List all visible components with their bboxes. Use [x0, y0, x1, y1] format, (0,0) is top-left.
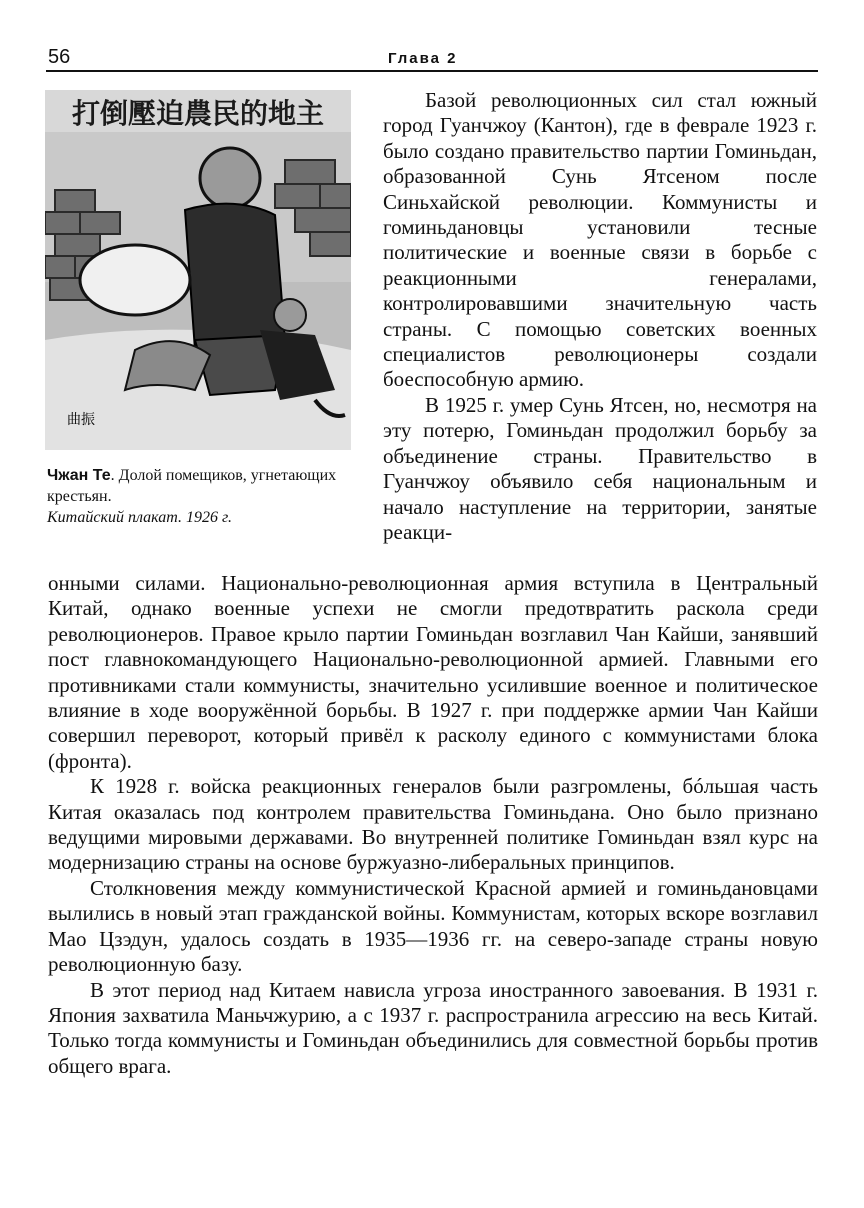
- poster-illustration: [45, 90, 351, 450]
- page-number: 56: [48, 46, 71, 68]
- header-rule: [46, 70, 818, 72]
- paragraph-5: В этот период над Китаем нависла угроза иностранного завоевания. В 1931 г. Япония захватила Маньчжурию, а с 1937 г. распространила агрессию на весь Китай. Только тогда коммунисты и Гоминьдан объединились для совместной борьбы против общего врага.: [48, 977, 818, 1078]
- body-text-wide: [48, 571, 818, 1079]
- caption-source: Китайский плакат. 1926 г.: [47, 509, 232, 526]
- body-text-narrow: [383, 88, 817, 545]
- caption-text: . Долой помещиков, угнетающих крестьян.: [47, 467, 337, 505]
- paragraph-1: Базой революционных сил стал южный город Гуанчжоу (Кантон), где в феврале 1923 г. было создано правительство партии Гоминьдан, образованной Сунь Ятсеном после Синьхайской революции. Коммунисты и гоминьдановцы установили тесные политические и военные связи в борьбе с реакционными генералами, контролировавшими значительную часть страны. С помощью советских военных специалистов революционеры создали боеспособную армию.: [383, 88, 817, 392]
- paragraph-3: К 1928 г. войска реакционных генералов были разгромлены, бóльшая часть Китая оказалась под контролем правительства Гоминьдана. Оно было признано ведущими мировыми державами. Во внутренней политике Гоминьдан взял курс на модернизацию страны на основе буржуазно-либеральных принципов.: [48, 774, 818, 875]
- paragraph-4: Столкновения между коммунистической Красной армией и гоминьдановцами вылились в новый этап гражданской войны. Коммунистам, которых вскоре возглавил Мао Цзэдун, удалось создать в 1935—1936 гг. на северо-западе страны новую революционную базу.: [48, 875, 818, 977]
- caption-author: Чжан Те: [47, 467, 111, 484]
- poster-signature: 曲振: [67, 412, 95, 428]
- poster-figure: [45, 90, 351, 450]
- paragraph-2-start: В 1925 г. умер Сунь Ятсен, но, несмотря на эту потерю, Гоминьдан продолжил борьбу за объединение страны. Правительство в Гуанчжоу объявило себя национальным и начало наступление на территории, занятые реакци-: [383, 392, 817, 544]
- paragraph-2-end: онными силами. Национально-революционная армия вступила в Центральный Китай, однако военные успехи не смогли предотвратить раскола среди революционеров. Правое крыло партии Гоминьдан возглавил Чан Кайши, занявший пост главнокомандующего Национально-революционной армией. Главными его противниками стали коммунисты, значительно усилившие военное и политическое влияние в ходе вооружённой борьбы. В 1927 г. при поддержке армии Чан Кайши совершил переворот, который привёл к расколу единого с коммунистами блока (фронта).: [48, 571, 818, 773]
- figure-caption: [47, 465, 347, 528]
- chapter-title: Глава 2: [388, 50, 458, 67]
- poster-title: 打倒壓迫農民的地主: [71, 97, 325, 130]
